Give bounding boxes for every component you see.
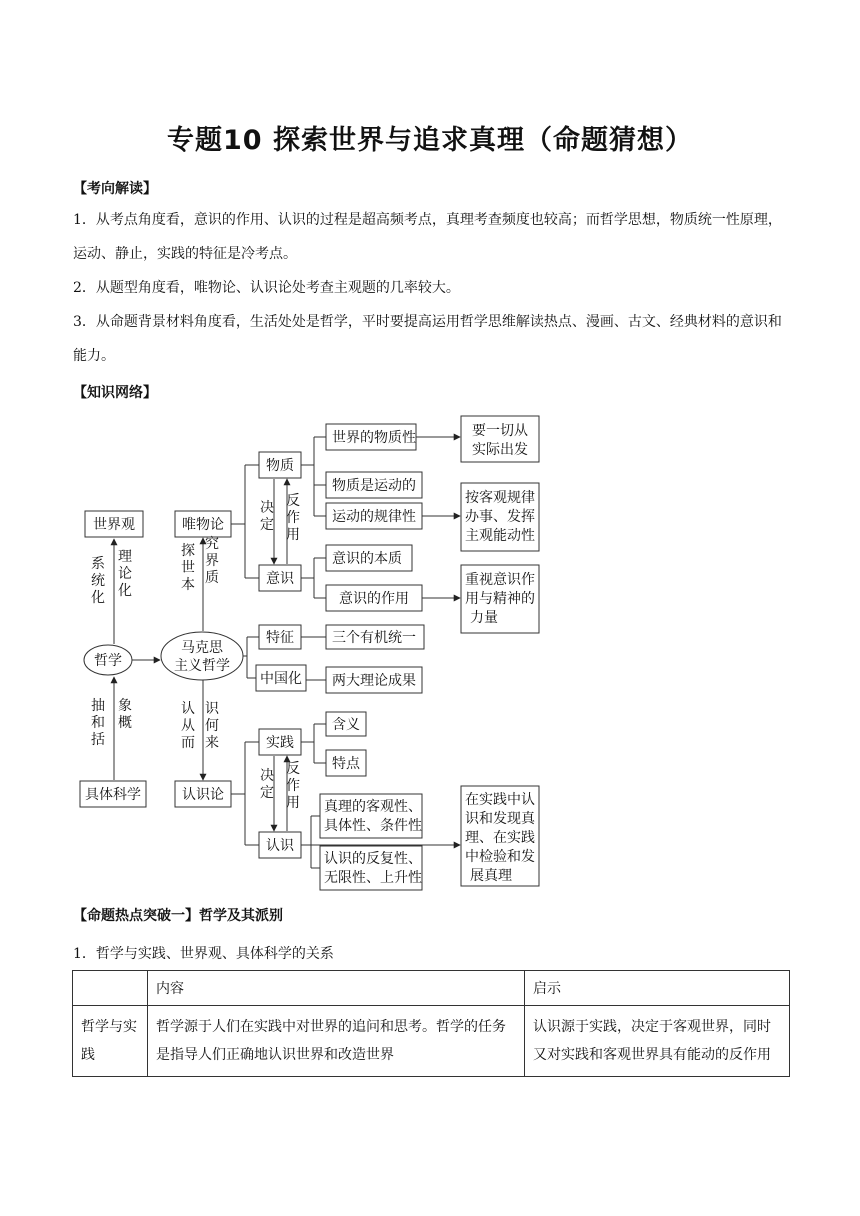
abstract-label: 括: [91, 732, 105, 748]
practice-item-2: 特点: [332, 756, 360, 772]
truth-line-2: 具体性、条件性: [324, 818, 422, 834]
philosophy-label: 哲学: [94, 653, 122, 669]
practice-item-1: 含义: [332, 717, 360, 733]
sinicize-item: 两大理论成果: [332, 673, 416, 689]
matter-item-3: 运动的规律性: [332, 509, 416, 525]
knowing-label: 来: [205, 735, 219, 751]
react-label: 反: [286, 761, 300, 777]
kaoxiang-item-2: 2．从题型角度看，唯物论、认识论处考查主观题的几率较大。: [73, 280, 460, 296]
explore-label: 世: [181, 560, 195, 576]
explore-label: 究: [205, 536, 219, 552]
react-label: 作: [286, 778, 300, 794]
knowing-label: 识: [205, 701, 219, 717]
worldview-label: 世界观: [93, 517, 135, 533]
result-3-line-1: 重视意识作: [465, 572, 535, 588]
abstract-label: 抽: [91, 698, 105, 714]
result-4-line-2: 识和发现真: [465, 811, 535, 827]
section-heading-kaoxiang: 【考向解读】: [73, 181, 157, 197]
explore-label: 质: [205, 570, 219, 586]
table-header-row: [73, 971, 790, 1006]
table-cell-insight: 认识源于实践，决定于客观世界，同时又对实践和客观世界具有能动的反作用: [525, 1006, 790, 1077]
epistemology-label: 认识论: [182, 787, 224, 803]
result-4-line-5: 展真理: [470, 868, 512, 884]
table-cell-content: 哲学源于人们在实践中对世界的追问和思考。哲学的任务是指导人们正确地认识世界和改造世界: [148, 1006, 525, 1077]
cognition-label: 认识: [266, 838, 294, 854]
decide-label: 定: [260, 517, 274, 533]
systematize-label: 化: [118, 583, 132, 599]
knowing-label: 何: [205, 718, 219, 734]
abstract-label: 和: [91, 715, 105, 731]
decide-label: 决: [260, 500, 274, 516]
result-2-line-2: 办事、发挥: [465, 509, 535, 525]
systematize-label: 论: [118, 566, 132, 582]
feature-label: 特征: [266, 630, 294, 646]
consciousness-item-1: 意识的本质: [332, 551, 402, 567]
knowing-label: 而: [181, 735, 195, 751]
repeat-line-1: 认识的反复性、: [324, 851, 422, 867]
result-4-line-1: 在实践中认: [465, 792, 535, 808]
matter-item-1: 世界的物质性: [332, 430, 416, 446]
react-label: 用: [286, 795, 300, 811]
table-header-cell: [73, 971, 148, 1006]
result-4-line-3: 理、在实践: [465, 830, 535, 846]
result-1-line-1: 要一切从: [472, 423, 528, 439]
repeat-line-2: 无限性、上升性: [324, 870, 422, 886]
hot-bracket: 【命题热点突破一】: [73, 908, 199, 924]
truth-line-1: 真理的客观性、: [324, 799, 422, 815]
table-header-cell: 启示: [525, 971, 790, 1006]
systematize-label: 统: [91, 573, 105, 589]
table-header-cell: 内容: [148, 971, 525, 1006]
science-label: 具体科学: [85, 787, 141, 803]
sinicize-label: 中国化: [260, 671, 302, 687]
systematize-label: 化: [91, 590, 105, 606]
feature-item: 三个有机统一: [332, 630, 416, 646]
explore-label: 本: [181, 577, 195, 593]
hot-subtitle: 1．哲学与实践、世界观、具体科学的关系: [73, 946, 334, 962]
kaoxiang-item-3: 3．从命题背景材料角度看，生活处处是哲学，平时要提高运用哲学思维解读热点、漫画、古文、经典材料的意识和能力。: [73, 314, 782, 364]
result-1-line-2: 实际出发: [472, 442, 528, 458]
section-heading-zhishi: 【知识网络】: [73, 385, 157, 401]
react-label: 用: [286, 527, 300, 543]
result-4-line-4: 中检验和发: [465, 849, 535, 865]
abstract-label: 概: [118, 715, 132, 731]
knowledge-network-diagram: [0, 380, 860, 900]
react-label: 作: [286, 510, 300, 526]
result-2-line-3: 主观能动性: [465, 528, 535, 544]
explore-label: 探: [181, 543, 195, 559]
knowing-label: 从: [181, 718, 195, 734]
consciousness-item-2: 意识的作用: [339, 591, 409, 607]
knowing-label: 认: [181, 701, 195, 717]
matter-item-2: 物质是运动的: [332, 478, 416, 494]
marxism-label-1: 马克思: [181, 640, 223, 656]
marxism-label-2: 主义哲学: [174, 658, 230, 674]
consciousness-label: 意识: [266, 571, 294, 587]
systematize-label: 理: [118, 549, 132, 565]
explore-label: 界: [205, 553, 219, 569]
decide-label: 定: [260, 785, 274, 801]
practice-label: 实践: [266, 735, 294, 751]
abstract-label: 象: [118, 698, 132, 714]
page-title: 专题10 探索世界与追求真理（命题猜想）: [167, 125, 693, 156]
table-cell-label: 哲学与实践: [73, 1006, 148, 1077]
table-row: [73, 1006, 790, 1077]
materialism-label: 唯物论: [182, 517, 224, 533]
decide-label: 决: [260, 768, 274, 784]
relation-table: [72, 970, 790, 1077]
systematize-label: 系: [91, 556, 105, 572]
hot-title: 哲学及其派别: [199, 908, 283, 924]
result-3-line-3: 力量: [470, 610, 498, 626]
react-label: 反: [286, 493, 300, 509]
result-3-line-2: 用与精神的: [465, 591, 535, 607]
result-2-line-1: 按客观规律: [465, 490, 535, 506]
matter-label: 物质: [266, 458, 294, 474]
section-heading-hot: [73, 905, 283, 925]
kaoxiang-item-1: 1．从考点角度看，意识的作用、认识的过程是超高频考点，真理考查频度也较高；而哲学思想，物质统一性原理，运动、静止，实践的特征是冷考点。: [73, 212, 782, 262]
